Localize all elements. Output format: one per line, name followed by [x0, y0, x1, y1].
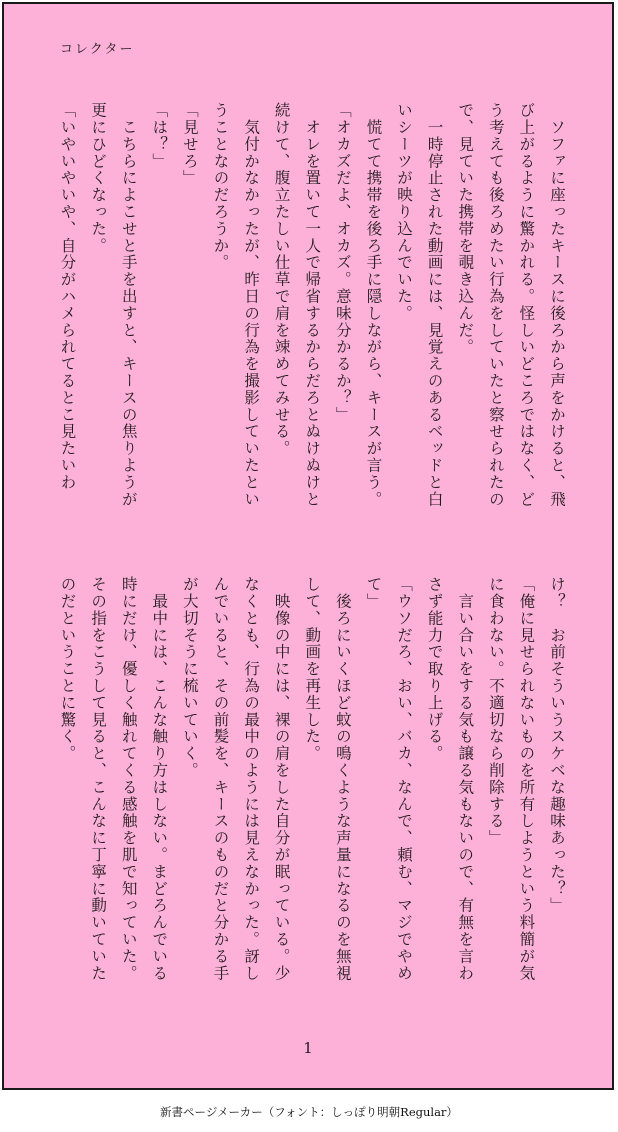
- running-header: コレクター: [60, 42, 135, 57]
- text-line: 続けて、腹立たしい仕草で肩を竦めてみせる。: [272, 102, 291, 457]
- text-line: 「見せろ」: [180, 102, 199, 187]
- text-line: 後ろにいくほど蚊の鳴くような声量になるのを無視: [333, 576, 352, 982]
- text-line: のだということに驚く。: [58, 576, 77, 762]
- text-line: なくとも、行為の最中のようには見えなかった。訝し: [242, 576, 261, 982]
- text-line: て」: [364, 576, 383, 610]
- text-line: 「いやいやいや、自分がハメられてるとこ見たいわ: [58, 102, 77, 491]
- text-line: 言い合いをする気も譲る気もないので、有無を言わ: [456, 576, 475, 982]
- page: [2, 2, 614, 1090]
- text-line: 「は？」: [150, 102, 169, 170]
- text-line: 最中には、こんな触り方はしない。まどろんでいる: [150, 576, 169, 982]
- text-line: 「俺に見せられないものを所有しようという料簡が気: [517, 576, 536, 982]
- text-line: いシーツが映り込んでいた。: [395, 102, 414, 322]
- text-line: に食わない。不適切なら削除する」: [486, 576, 505, 847]
- page-number: 1: [303, 1039, 313, 1057]
- text-line: 時にだけ、優しく触れてくる感触を肌で知っていた。: [119, 576, 138, 982]
- text-line: うことなのだろうか。: [211, 102, 230, 271]
- text-line: び上がるように驚かれる。怪しいどころではなく、ど: [517, 102, 536, 508]
- text-line: 一時停止された動画には、見覚えのあるベッドと白: [425, 102, 444, 508]
- text-line: で、見ていた携帯を覗き込んだ。: [456, 102, 475, 356]
- text-line: 気付かなかったが、昨日の行為を撮影していたとい: [242, 102, 261, 508]
- text-line: 更にひどくなった。: [89, 102, 108, 255]
- text-line: その指をこうして見ると、こんなに丁寧に動いていた: [89, 576, 108, 982]
- text-line: 「オカズだよ、オカズ。意味分かるか？」: [333, 102, 352, 424]
- text-line: う考えても後ろめたい行為をしていたと察せられたの: [486, 102, 505, 508]
- text-line: んでいると、その前髪を、キースのものだと分かる手: [211, 576, 230, 982]
- text-line: こちらによこせと手を出すと、キースの焦りようが: [119, 102, 138, 508]
- text-line: 「ウソだろ、おい、バカ、なんで、頼む、マジでやめ: [395, 576, 414, 982]
- text-line: が大切そうに梳いていく。: [180, 576, 199, 779]
- text-line: 慌てて携帯を後ろ手に隠しながら、キースが言う。: [364, 102, 383, 508]
- text-line: ソファに座ったキースに後ろから声をかけると、飛: [548, 102, 566, 508]
- text-line: して、動画を再生した。: [303, 576, 322, 762]
- text-block-upper: [52, 102, 572, 542]
- text-line: さず能力で取り上げる。: [425, 576, 444, 762]
- footer-caption: 新書ページメーカー（フォント：しっぽり明朝Regular）: [160, 1105, 458, 1119]
- text-line: け？ お前そういうスケベな趣味あった？」: [548, 576, 566, 914]
- text-line: オレを置いて一人で帰省するからだろとぬけぬけと: [303, 102, 322, 508]
- text-block-lower: [52, 576, 572, 1006]
- text-line: 映像の中には、裸の肩をした自分が眠っている。少: [272, 576, 291, 982]
